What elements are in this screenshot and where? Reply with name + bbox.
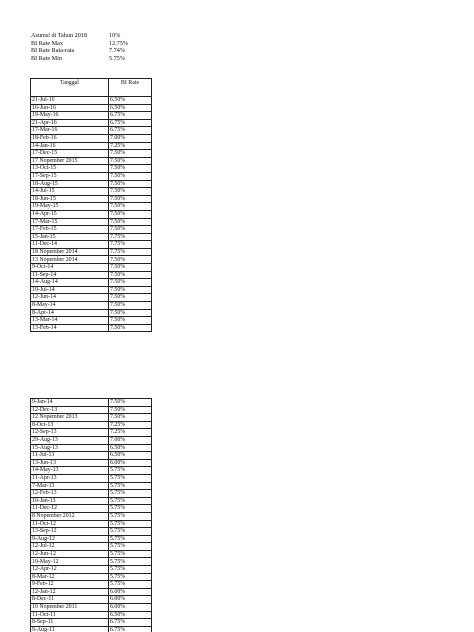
date-cell: 12-Jun-14 (31, 294, 109, 302)
rate-cell: 7.25% (109, 429, 152, 437)
date-cell: 16-Jun-16 (31, 104, 109, 112)
table-row (31, 550, 152, 558)
rate-cell: 7.50% (109, 203, 152, 211)
rate-cell: 6.75% (109, 112, 152, 120)
rate-cell: 6.50% (109, 97, 152, 105)
date-cell: 9-Feb-12 (31, 581, 109, 589)
date-cell: 14-Jul-15 (31, 188, 109, 196)
rate-cell: 7.25% (109, 142, 152, 150)
rate-cell: 5.75% (109, 573, 152, 581)
date-cell: 8-Dec-11 (31, 596, 109, 604)
table-row (31, 512, 152, 520)
column-header-rate: BI Rate (109, 79, 152, 97)
date-cell: 9-Aug-11 (31, 626, 109, 632)
table-row (31, 505, 152, 513)
rate-cell: 5.75% (109, 566, 152, 574)
table-row (31, 279, 152, 287)
date-cell: 12-Apr-12 (31, 566, 109, 574)
table-row (31, 302, 152, 310)
rate-cell: 7.50% (109, 406, 152, 414)
rate-cell: 7.50% (109, 302, 152, 310)
date-cell: 13-Jun-13 (31, 459, 109, 467)
table-row (31, 203, 152, 211)
date-cell: 10-Jan-13 (31, 497, 109, 505)
rate-cell: 5.75% (109, 497, 152, 505)
date-cell: 17-Sep-15 (31, 172, 109, 180)
table-row (31, 119, 152, 127)
date-cell: 13-Sep-12 (31, 528, 109, 536)
table-row (31, 520, 152, 528)
rate-cell: 7.75% (109, 241, 152, 249)
table-row (31, 188, 152, 196)
rate-cell: 6.50% (109, 452, 152, 460)
table-row (31, 241, 152, 249)
table-row (31, 180, 152, 188)
rate-cell: 6.75% (109, 626, 152, 632)
rate-cell: 7.50% (109, 309, 152, 317)
rate-cell: 7.50% (109, 180, 152, 188)
rate-cell: 7.50% (109, 264, 152, 272)
table-row (31, 271, 152, 279)
table-row (31, 317, 152, 325)
rate-cell: 5.75% (109, 550, 152, 558)
table-row (31, 459, 152, 467)
date-cell: 11-Dec-12 (31, 505, 109, 513)
table-row (31, 558, 152, 566)
table-row (31, 165, 152, 173)
bi-rate-table-bottom (30, 398, 152, 632)
summary-value: 12.75% (109, 39, 129, 47)
table-row (31, 218, 152, 226)
table-row (31, 588, 152, 596)
table-row (31, 436, 152, 444)
date-cell: 12-Dec-13 (31, 406, 109, 414)
table-row (31, 566, 152, 574)
table-row (31, 581, 152, 589)
summary-block (31, 32, 149, 62)
summary-label: BI Rate Max (31, 39, 63, 47)
date-cell: 8-Sep-11 (31, 619, 109, 627)
date-cell: 8-May-14 (31, 302, 109, 310)
table-row (31, 543, 152, 551)
table-body (31, 399, 152, 632)
date-cell: 9-Aug-12 (31, 535, 109, 543)
date-cell: 21-Apr-16 (31, 119, 109, 127)
rate-cell: 6.75% (109, 119, 152, 127)
rate-cell: 7.50% (109, 271, 152, 279)
rate-cell: 5.75% (109, 520, 152, 528)
summary-value: 5.75% (109, 54, 125, 62)
rate-cell: 5.75% (109, 467, 152, 475)
table-header-row (31, 79, 152, 97)
table-body (31, 97, 152, 332)
table-row (31, 414, 152, 422)
rate-cell: 5.75% (109, 512, 152, 520)
table-row (31, 157, 152, 165)
rate-cell: 7.50% (109, 188, 152, 196)
date-cell: 10-Jul-14 (31, 286, 109, 294)
date-cell: 18-Jun-15 (31, 195, 109, 203)
date-cell: 14-May-13 (31, 467, 109, 475)
table-row (31, 535, 152, 543)
table-row (31, 596, 152, 604)
rate-cell: 7.50% (109, 210, 152, 218)
table-row (31, 497, 152, 505)
rate-cell: 5.75% (109, 505, 152, 513)
date-cell: 12-Sep-13 (31, 429, 109, 437)
table-row (31, 467, 152, 475)
table-row (31, 604, 152, 612)
rate-cell: 6.75% (109, 619, 152, 627)
bi-rate-table-top (30, 78, 152, 332)
rate-cell: 7.50% (109, 279, 152, 287)
table-row (31, 112, 152, 120)
rate-cell: 7.50% (109, 286, 152, 294)
date-cell: 18-Feb-16 (31, 134, 109, 142)
table-row (31, 626, 152, 632)
summary-value: 7.74% (109, 47, 125, 55)
table-row (31, 150, 152, 158)
date-cell: 19-May-15 (31, 203, 109, 211)
date-cell: 8-Oct-13 (31, 421, 109, 429)
table-row (31, 286, 152, 294)
date-cell: 17-Dec-15 (31, 150, 109, 158)
rate-cell: 7.50% (109, 317, 152, 325)
rate-cell: 6.00% (109, 459, 152, 467)
rate-cell: 7.50% (109, 195, 152, 203)
rate-cell: 7.50% (109, 294, 152, 302)
date-cell: 14-Jan-16 (31, 142, 109, 150)
table-row (31, 444, 152, 452)
date-cell: 12 Nopember 2013 (31, 414, 109, 422)
table-row (31, 172, 152, 180)
table-row (31, 490, 152, 498)
rate-cell: 6.50% (109, 444, 152, 452)
table-row (31, 210, 152, 218)
rate-cell: 5.75% (109, 528, 152, 536)
summary-value: 10% (109, 32, 121, 39)
rate-cell: 5.75% (109, 543, 152, 551)
date-cell: 18 Nopember 2014 (31, 248, 109, 256)
rate-cell: 6.00% (109, 588, 152, 596)
rate-cell: 6.50% (109, 611, 152, 619)
rate-cell: 6.50% (109, 104, 152, 112)
summary-row-max (31, 40, 149, 48)
rate-cell: 5.75% (109, 535, 152, 543)
table-row (31, 256, 152, 264)
table-row (31, 482, 152, 490)
table-row (31, 421, 152, 429)
rate-cell: 7.00% (109, 436, 152, 444)
table-row (31, 611, 152, 619)
table-row (31, 127, 152, 135)
rate-cell: 7.75% (109, 248, 152, 256)
date-cell: 13-Feb-14 (31, 324, 109, 332)
date-cell: 9-Oct-14 (31, 264, 109, 272)
summary-row-min (31, 55, 149, 63)
table-row (31, 452, 152, 460)
summary-label: BI Rate Min (31, 54, 62, 62)
date-cell: 8-Apr-14 (31, 309, 109, 317)
date-cell: 19-May-16 (31, 112, 109, 120)
rate-cell: 7.50% (109, 256, 152, 264)
date-cell: 11-Dec-14 (31, 241, 109, 249)
date-cell: 8-Mar-12 (31, 573, 109, 581)
table-row (31, 195, 152, 203)
date-cell: 11-Sep-14 (31, 271, 109, 279)
rate-cell: 7.50% (109, 324, 152, 332)
table-row (31, 399, 152, 407)
rate-cell: 7.50% (109, 218, 152, 226)
date-cell: 12-Feb-13 (31, 490, 109, 498)
date-cell: 14-Aug-14 (31, 279, 109, 287)
rate-cell: 7.50% (109, 414, 152, 422)
date-cell: 7-Mar-13 (31, 482, 109, 490)
table-row (31, 474, 152, 482)
column-header-date: Tanggal (31, 79, 109, 97)
summary-label: Asumsi di Tahun 2018 (31, 32, 88, 39)
date-cell: 11-Oct-12 (31, 520, 109, 528)
table-row (31, 309, 152, 317)
date-cell: 17 Nopember 2015 (31, 157, 109, 165)
date-cell: 13-Oct-15 (31, 165, 109, 173)
date-cell: 12-Jan-12 (31, 588, 109, 596)
rate-cell: 5.75% (109, 558, 152, 566)
date-cell: 12-Jun-12 (31, 550, 109, 558)
summary-row-assumption (31, 32, 149, 40)
table-row (31, 248, 152, 256)
table-row (31, 264, 152, 272)
date-cell: 14-Apr-15 (31, 210, 109, 218)
date-cell: 17-Mar-16 (31, 127, 109, 135)
table-row (31, 134, 152, 142)
date-cell: 10 Nopember 2011 (31, 604, 109, 612)
rate-cell: 6.75% (109, 127, 152, 135)
table-row (31, 97, 152, 105)
date-cell: 13-Mar-14 (31, 317, 109, 325)
table-row (31, 233, 152, 241)
date-cell: 29-Aug-13 (31, 436, 109, 444)
table-row (31, 104, 152, 112)
date-cell: 21-Jul-16 (31, 97, 109, 105)
date-cell: 8 Nopember 2012 (31, 512, 109, 520)
rate-cell: 7.25% (109, 421, 152, 429)
rate-cell: 7.50% (109, 226, 152, 234)
table-row (31, 528, 152, 536)
date-cell: 11-Apr-13 (31, 474, 109, 482)
rate-cell: 7.50% (109, 150, 152, 158)
table-row (31, 142, 152, 150)
table-row (31, 324, 152, 332)
date-cell: 17-Feb-15 (31, 226, 109, 234)
summary-label: BI Rate Rata-rata (31, 47, 75, 55)
rate-cell: 5.75% (109, 490, 152, 498)
rate-cell: 7.00% (109, 134, 152, 142)
table-row (31, 619, 152, 627)
table-row (31, 294, 152, 302)
rate-cell: 7.50% (109, 157, 152, 165)
date-cell: 10-May-12 (31, 558, 109, 566)
rate-cell: 7.50% (109, 172, 152, 180)
date-cell: 11-Oct-11 (31, 611, 109, 619)
date-cell: 12-Jul-12 (31, 543, 109, 551)
rate-cell: 5.75% (109, 482, 152, 490)
summary-row-average (31, 47, 149, 55)
date-cell: 15-Aug-13 (31, 444, 109, 452)
date-cell: 18-Aug-15 (31, 180, 109, 188)
date-cell: 9-Jan-14 (31, 399, 109, 407)
rate-cell: 7.75% (109, 233, 152, 241)
rate-cell: 5.75% (109, 581, 152, 589)
rate-cell: 7.50% (109, 399, 152, 407)
date-cell: 15-Jan-15 (31, 233, 109, 241)
rate-cell: 7.50% (109, 165, 152, 173)
date-cell: 13 Nopember 2014 (31, 256, 109, 264)
table-row (31, 406, 152, 414)
date-cell: 11-Jul-13 (31, 452, 109, 460)
rate-cell: 6.00% (109, 604, 152, 612)
table-row (31, 573, 152, 581)
table-row (31, 429, 152, 437)
table-row (31, 226, 152, 234)
date-cell: 17-Mar-15 (31, 218, 109, 226)
rate-cell: 5.75% (109, 474, 152, 482)
rate-cell: 6.00% (109, 596, 152, 604)
